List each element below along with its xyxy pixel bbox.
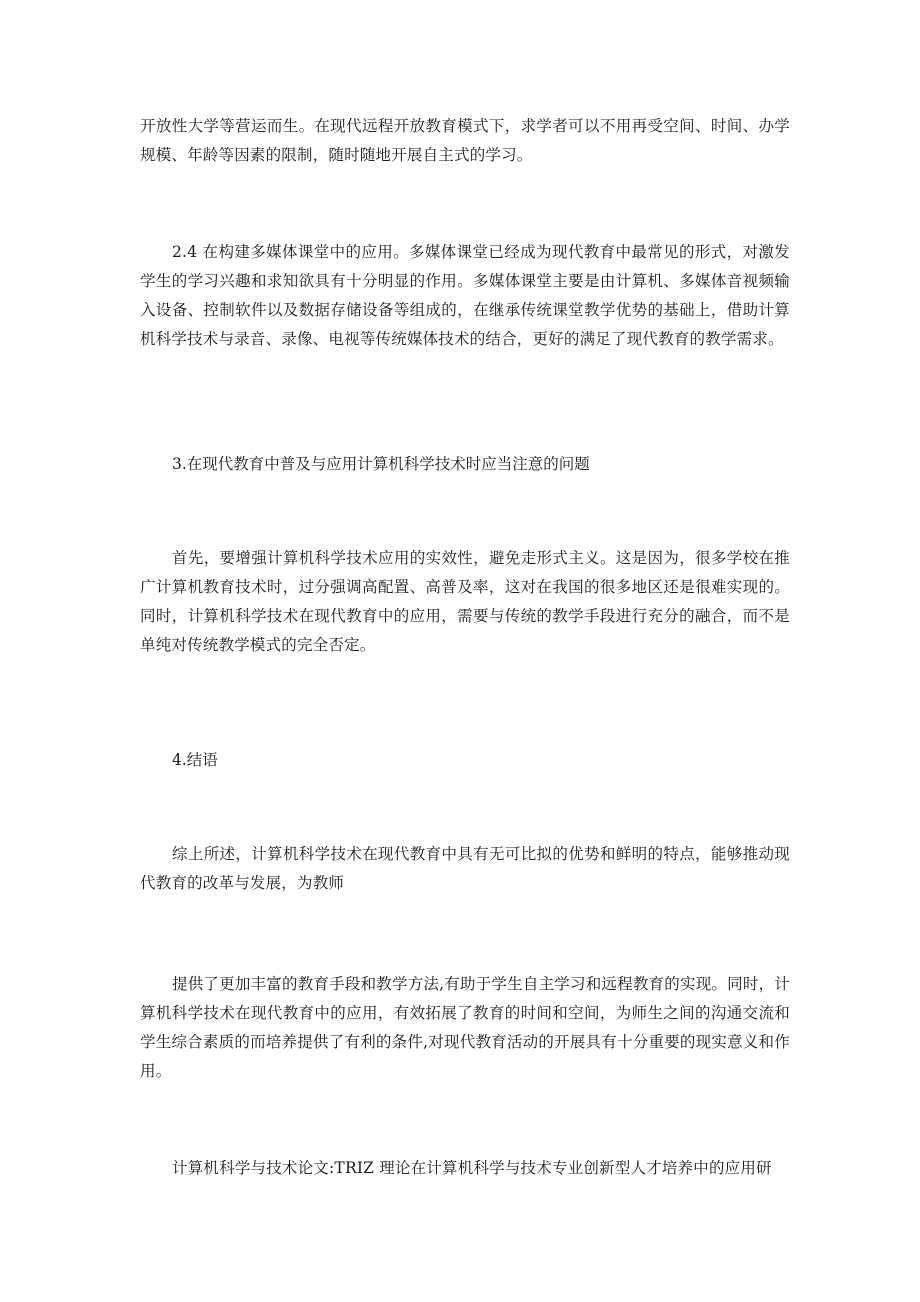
paragraph-conclusion-continued: 提供了更加丰富的教育手段和教学方法,有助于学生自主学习和远程教育的实现。同时，计算机科学技术在现代教育中的应用，有效拓展了教育的时间和空间，为师生之间的沟通交流和学生综合素质的而培养提供了有利的条件,对现代教育活动的开展具有十分重要的现实意义和作用。: [140, 975, 790, 1080]
paragraph-3-first: 首先，要增强计算机科学技术应用的实效性，避免走形式主义。这是因为，很多学校在推广计算机教育技术时，过分强调高配置、高普及率，这对在我国的很多地区还是很难实现的。同时，计算机科学技术在现代教育中的应用，需要与传统的教学手段进行充分的融合，而不是单纯对传统教学模式的完全否定。: [140, 549, 790, 654]
paragraph-paper-title: 计算机科学与技术论文:TRIZ 理论在计算机科学与技术专业创新型人才培养中的应用研: [172, 1159, 772, 1177]
paragraph-2-4-multimedia: 2.4 在构建多媒体课堂中的应用。多媒体课堂已经成为现代教育中最常见的形式，对激发学生的学习兴趣和求知欲具有十分明显的作用。多媒体课堂主要是由计算机、多媒体音视频输入设备、控制软件以及数据存储设备等组成的，在继承传统课堂教学优势的基础上，借助计算机科学技术与录音、录像、电视等传统媒体技术的结合，更好的满足了现代教育的教学需求。: [140, 243, 790, 348]
section-heading-4: 4.结语: [172, 751, 218, 769]
paragraph-conclusion: 综上所述，计算机科学技术在现代教育中具有无可比拟的优势和鲜明的特点，能够推动现代教育的改革与发展，为教师: [140, 845, 790, 892]
paragraph-1: 开放性大学等营运而生。在现代远程开放教育模式下，求学者可以不用再受空间、时间、办学规模、年龄等因素的限制，随时随地开展自主式的学习。: [140, 117, 790, 164]
section-heading-3: 3.在现代教育中普及与应用计算机科学技术时应当注意的问题: [172, 455, 590, 473]
